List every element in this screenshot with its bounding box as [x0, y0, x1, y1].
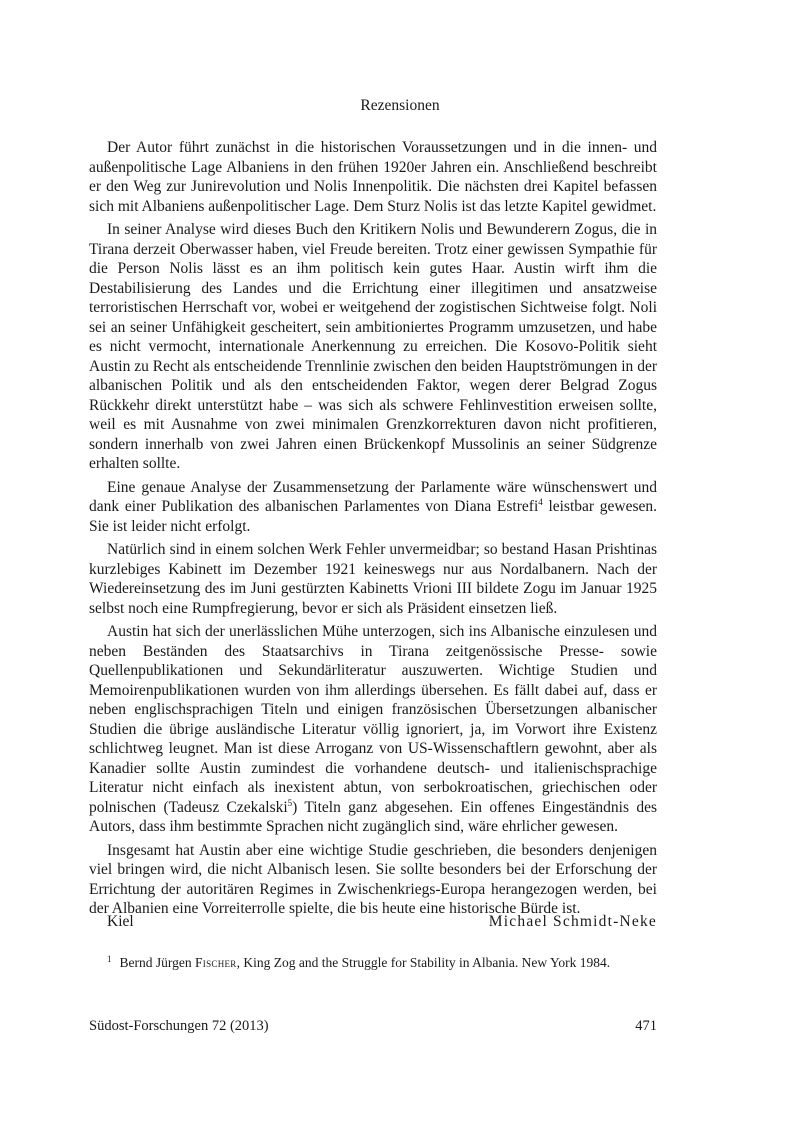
footnote-citation: , King Zog and the Struggle for Stability in Albania. New York 1984.	[236, 955, 611, 970]
footnote-author-first: Bernd Jürgen	[119, 955, 195, 970]
paragraph-2: In seiner Analyse wird dieses Buch den Kritikern Nolis und Bewunderern Zogus, die in Tirana derzeit Oberwasser haben, viel Freude bereiten. Trotz einer gewissen Sympathie für die Person Nolis lässt es an ihm politisch kein gutes Haar. Austin wirft ihm die Destabilisierung des Landes und die Errichtung einer illegitimen und ansatzweise terroristischen Herrschaft vor, wobei er weitgehend der zogistischen Sichtweise folgt. Noli sei an seiner Unfähigkeit gescheitert, sein ambitioniertes Programm umzusetzen, und habe es nicht vermocht, internationale Anerkennung zu erreichen. Die Kosovo-Politik sieht Austin zu Recht als entscheidende Trennlinie zwischen den beiden Hauptströmungen in der albanischen Politik und als den entscheidenden Faktor, wegen derer Belgrad Zogus Rückkehr direkt unterstützt habe – was sich als schwere Fehlinvestition erweisen sollte, weil es mit Ausnahme von zwei minimalen Grenzkorrekturen davon nicht profitieren, sondern innerhalb von zwei Jahren einen Brückenkopf Mussolinis an seiner Südgrenze erhalten sollte.	[89, 221, 657, 472]
footnote-1	[89, 954, 657, 972]
footnote-number: 1	[107, 953, 112, 964]
paragraph-6: Insgesamt hat Austin aber eine wichtige Studie geschrieben, die besonders denjenigen viel bringen wird, die nicht Albanisch lesen. Sie sollte besonders bei der Erforschung der Errichtung der autoritären Regimes in Zwischenkriegs-Europa herangezogen werden, bei der Albanien eine Vorreiterrolle spielte, die bis heute eine historische Bürde ist.	[89, 841, 657, 917]
signature-line	[89, 912, 657, 934]
paragraph-5-text-a: Austin hat sich der unerlässlichen Mühe unterzogen, sich ins Albanische einzulesen und neben Beständen des Staatsarchivs in Tirana zeitgenössische Presse- sowie Quellenpublikationen und Sekundärliteratur auszuwerten. Wichtige Studien und Memoirenpublikationen wurden von ihm allerdings übersehen. Es fällt dabei auf, dass er neben englischsprachigen Titeln und einigen französischen Übersetzungen albanischer Studien die übrige ausländische Literatur völlig ignoriert, ja, im Vorwort ihre Existenz schlichtweg leugnet. Man ist diese Arroganz von US-Wissenschaftlern gewohnt, aber als Kanadier sollte Austin zumindest die vorhandene deutsch- und italienischsprachige Literatur nicht einfach als inexistent abtun, von serbokroatischen, griechischen oder polnischen (Tadeusz Czekalski	[89, 623, 657, 816]
footnote-ref-4: 4	[538, 496, 543, 507]
paragraph-3	[89, 478, 657, 537]
paragraph-4: Natürlich sind in einem solchen Werk Fehler unvermeidbar; so bestand Hasan Prishtinas kurzlebiges Kabinett im Dezember 1921 keineswegs nur aus Nordalbanern. Nach der Wiedereinsetzung des im Juni gestürzten Kabinetts Vrioni III bildete Zogu im Januar 1925 selbst noch eine Rumpfregierung, bevor er sich als Präsident einsetzen ließ.	[89, 541, 657, 617]
paragraph-3-text-a: Eine genaue Analyse der Zusammensetzung der Parlamente wäre wünschenswert und dank einer Publikation des albanischen Parlamentes von Diana Estrefi	[89, 478, 657, 515]
paragraph-5-text-b: ) Titeln ganz abgesehen. Ein offenes Eingeständnis des Autors, dass ihm bestimmte Sprachen nicht zugänglich sind, wäre ehrlicher gewesen.	[89, 798, 657, 835]
signature-author: Michael Schmidt-Neke	[488, 913, 657, 930]
signature-place: Kiel	[107, 913, 134, 930]
review-body	[89, 138, 657, 923]
footer-journal: Südost-Forschungen 72 (2013)	[89, 1018, 269, 1034]
running-title: Rezensionen	[360, 97, 440, 114]
page-footer	[89, 1016, 657, 1036]
footnote-ref-5: 5	[287, 797, 293, 808]
footnote-author-last: Fischer	[195, 955, 237, 970]
paragraph-1: Der Autor führt zunächst in die historischen Voraussetzungen und in die innen- und außenpolitische Lage Albaniens in den frühen 1920er Jahren ein. Anschließend beschreibt er den Weg zur Junirevolution und Nolis Innenpolitik. Die nächsten drei Kapitel befassen sich mit Albaniens außenpolitischer Lage. Dem Sturz Nolis ist das letzte Kapitel gewidmet.	[89, 139, 657, 215]
page-number: 471	[635, 1018, 657, 1034]
running-header	[0, 96, 800, 116]
paragraph-5	[89, 622, 657, 837]
paragraph-3-text-b: leistbar gewesen. Sie ist leider nicht erfolgt.	[89, 498, 657, 535]
